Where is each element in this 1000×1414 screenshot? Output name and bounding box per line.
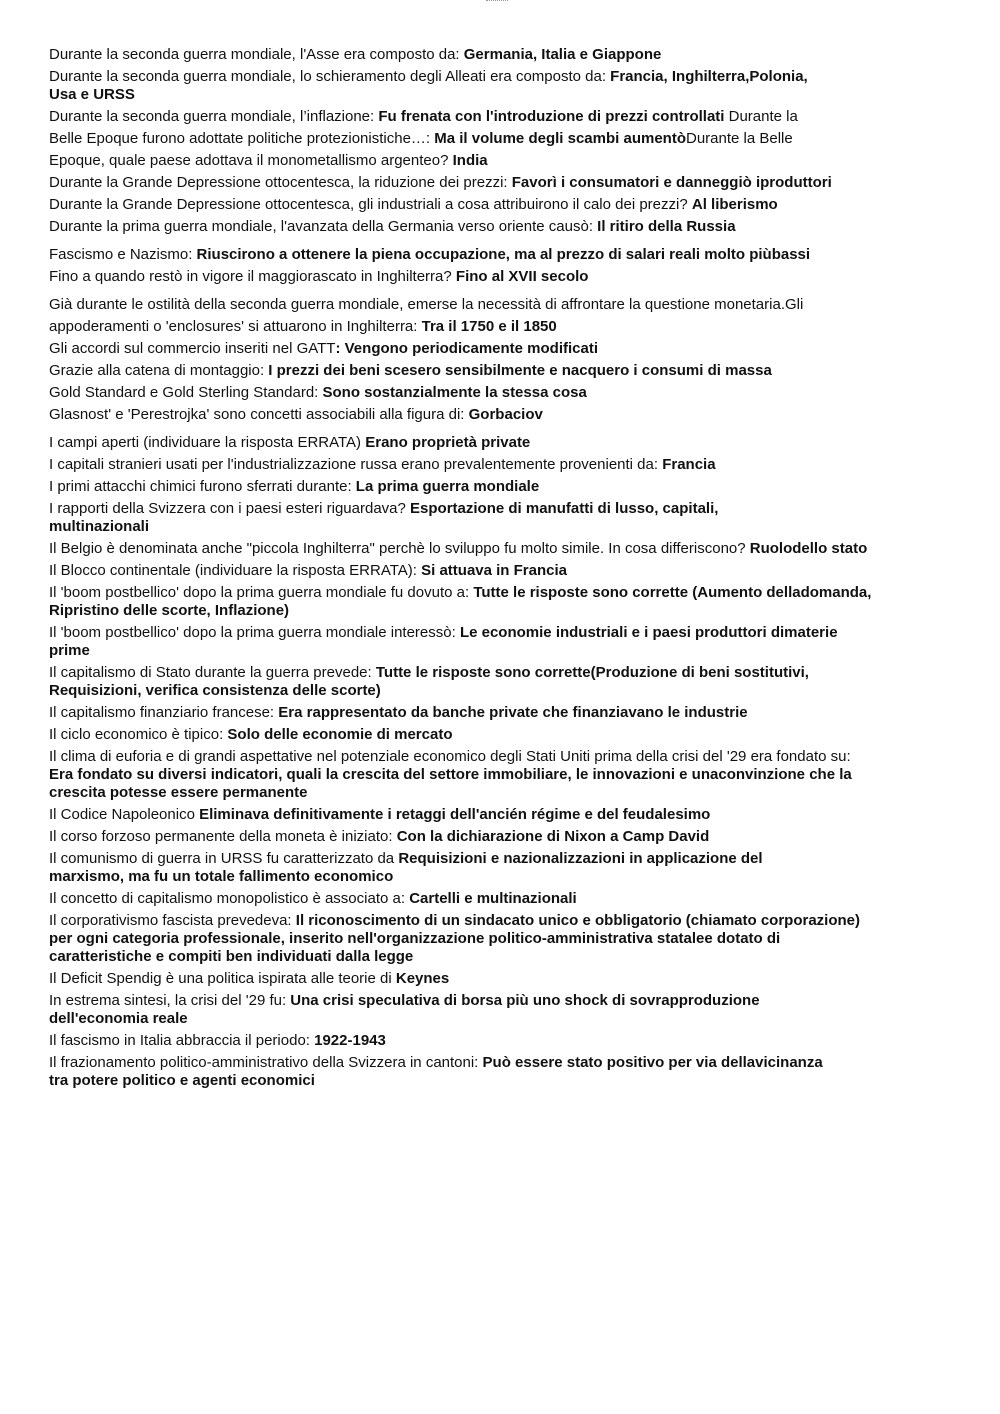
answer-text: Tutte le risposte sono corrette(Produzione di beni sostitutivi, — [375, 664, 809, 681]
question-text: Glasnost' e 'Perestrojka' sono concetti associabili alla figura di: — [49, 406, 469, 423]
text-line — [49, 726, 939, 744]
question-text: Durante la seconda guerra mondiale, l’inflazione: — [49, 108, 379, 125]
question-text: Il ciclo economico è tipico: — [49, 726, 228, 743]
page-header-mark — [486, 0, 508, 4]
answer-text: tra potere politico e agenti economici — [49, 1072, 315, 1089]
text-line — [49, 868, 939, 886]
answer-text: : Vengono periodicamente modificati — [335, 340, 599, 357]
text-line — [49, 682, 939, 700]
answer-text: Requisizioni, verifica consistenza delle scorte) — [49, 682, 381, 699]
text-line — [49, 850, 939, 868]
answer-text: Favorì i consumatori e danneggiò iproduttori — [511, 174, 832, 191]
question-text: Il concetto di capitalismo monopolistico è associato a: — [49, 890, 410, 907]
answer-text: Ruolodello stato — [749, 540, 868, 557]
text-line — [49, 174, 939, 192]
answer-text: Esportazione di manufatti di lusso, capitali, — [410, 500, 719, 517]
answer-text: Gorbaciov — [468, 406, 543, 423]
question-text: Durante la Grande Depressione ottocentesca, gli industriali a cosa attribuirono il calo dei prezzi? — [49, 196, 692, 213]
text-line — [49, 406, 939, 424]
answer-text: Germania, Italia e Giappone — [463, 46, 662, 63]
question-text: Fino a quando restò in vigore il maggiorascato in Inghilterra? — [49, 268, 456, 285]
answer-text: Le economie industriali e i paesi produttori dimaterie — [459, 624, 838, 641]
text-line — [49, 664, 939, 682]
answer-text: crescita potesse essere permanente — [49, 784, 308, 801]
text-line — [49, 478, 939, 496]
answer-text: Fino al XVII secolo — [455, 268, 589, 285]
answer-text: 1922-1943 — [314, 1032, 386, 1049]
question-text: I primi attacchi chimici furono sferrati durante: — [49, 478, 356, 495]
answer-text: marxismo, ma fu un totale fallimento economico — [49, 868, 394, 885]
question-text: appoderamenti o 'enclosures' si attuarono in Inghilterra: — [49, 318, 422, 335]
text-line — [49, 748, 939, 766]
text-line — [49, 890, 939, 908]
text-line — [49, 68, 939, 86]
answer-text: Erano proprietà private — [365, 434, 531, 451]
answer-text: per ogni categoria professionale, inserito nell'organizzazione politico-amministrativa statalee dotato di — [49, 930, 781, 947]
text-line — [49, 362, 939, 380]
text-line — [49, 218, 939, 236]
answer-text: Requisizioni e nazionalizzazioni in applicazione del — [398, 850, 763, 867]
answer-text: Era fondato su diversi indicatori, quali la crescita del settore immobiliare, le innovazioni e unaconvinzione che la — [49, 766, 852, 783]
question-text: Epoque, quale paese adottava il monometallismo argenteo? — [49, 152, 453, 169]
question-text: Il comunismo di guerra in URSS fu caratterizzato da — [49, 850, 399, 867]
answer-text: Tutte le risposte sono corrette (Aumento delladomanda, — [473, 584, 872, 601]
text-line — [49, 246, 939, 264]
question-text: I capitali stranieri usati per l'industrializzazione russa erano prevalentemente provenienti da: — [49, 456, 663, 473]
text-line — [49, 930, 939, 948]
question-text: Il Belgio è denominata anche "piccola Inghilterra" perchè lo sviluppo fu molto simile. In cosa differiscono? — [49, 540, 750, 557]
answer-text: Si attuava in Francia — [421, 562, 567, 579]
answer-text: Può essere stato positivo per via dellavicinanza — [482, 1054, 823, 1071]
text-line — [49, 970, 939, 988]
question-text: Il capitalismo finanziario francese: — [49, 704, 279, 721]
answer-text: Ripristino delle scorte, Inflazione) — [49, 602, 290, 619]
answer-text: Usa e URSS — [49, 86, 135, 103]
text-line — [49, 992, 939, 1010]
text-line — [49, 340, 939, 358]
answer-text: Tra il 1750 e il 1850 — [421, 318, 557, 335]
question-text: Durante la seconda guerra mondiale, lo schieramento degli Alleati era composto da: — [49, 68, 611, 85]
question-text: Gold Standard e Gold Sterling Standard: — [49, 384, 323, 401]
text-line — [49, 642, 939, 660]
text-line — [49, 434, 939, 452]
answer-text: dell'economia reale — [49, 1010, 188, 1027]
answer-text: Riuscirono a ottenere la piena occupazione, ma al prezzo di salari reali molto piùbassi — [196, 246, 811, 263]
text-line — [49, 456, 939, 474]
answer-text: Eliminava definitivamente i retaggi dell'ancién régime e del feudalesimo — [199, 806, 711, 823]
question-text: Durante la Grande Depressione ottocentesca, la riduzione dei prezzi: — [49, 174, 512, 191]
text-line — [49, 1054, 939, 1072]
text-line — [49, 540, 939, 558]
question-text: Il capitalismo di Stato durante la guerra prevede: — [49, 664, 376, 681]
question-text: Fascismo e Nazismo: — [49, 246, 197, 263]
text-line — [49, 518, 939, 536]
question-text: Il Codice Napoleonico — [49, 806, 200, 823]
text-line — [49, 130, 939, 148]
text-line — [49, 384, 939, 402]
answer-text: I prezzi dei beni scesero sensibilmente e nacquero i consumi di massa — [268, 362, 772, 379]
text-line — [49, 108, 939, 126]
text-line — [49, 624, 939, 642]
text-line — [49, 602, 939, 620]
text-line — [49, 806, 939, 824]
answer-text: Cartelli e multinazionali — [409, 890, 577, 907]
question-text: Durante la — [724, 108, 798, 125]
question-text: I rapporti della Svizzera con i paesi esteri riguardava? — [49, 500, 411, 517]
question-text: Il 'boom postbellico' dopo la prima guerra mondiale fu dovuto a: — [49, 584, 474, 601]
text-line — [49, 268, 939, 286]
question-text: Già durante le ostilità della seconda guerra mondiale, emerse la necessità di affrontare la questione monetaria.Gli — [49, 296, 804, 313]
text-line — [49, 46, 939, 64]
answer-text: Al liberismo — [691, 196, 778, 213]
question-text: I campi aperti (individuare la risposta ERRATA) — [49, 434, 366, 451]
text-line — [49, 296, 939, 314]
text-line — [49, 766, 939, 784]
question-text: Durante la prima guerra mondiale, l'avanzata della Germania verso oriente causò: — [49, 218, 598, 235]
answer-text: Solo delle economie di mercato — [227, 726, 453, 743]
question-text: Il frazionamento politico-amministrativo della Svizzera in cantoni: — [49, 1054, 483, 1071]
text-line — [49, 318, 939, 336]
text-line — [49, 86, 939, 104]
question-text: Il Blocco continentale (individuare la risposta ERRATA): — [49, 562, 422, 579]
answer-text: Francia, Inghilterra,Polonia, — [610, 68, 808, 85]
question-text: Il 'boom postbellico' dopo la prima guerra mondiale interessò: — [49, 624, 460, 641]
answer-text: Fu frenata con l'introduzione di prezzi controllati — [378, 108, 725, 125]
answer-text: multinazionali — [49, 518, 150, 535]
answer-text: Keynes — [395, 970, 450, 987]
question-text: Grazie alla catena di montaggio: — [49, 362, 269, 379]
question-text: Il corporativismo fascista prevedeva: — [49, 912, 296, 929]
question-text: Durante la Belle — [685, 130, 793, 147]
answer-text: La prima guerra mondiale — [355, 478, 540, 495]
text-line — [49, 1072, 939, 1090]
answer-text: Sono sostanzialmente la stessa cosa — [322, 384, 587, 401]
answer-text: prime — [49, 642, 90, 659]
text-line — [49, 584, 939, 602]
text-line — [49, 828, 939, 846]
question-text: Il Deficit Spendig è una politica ispirata alle teorie di — [49, 970, 396, 987]
text-line — [49, 1032, 939, 1050]
answer-text: India — [452, 152, 488, 169]
document-body — [49, 46, 939, 1094]
text-line — [49, 152, 939, 170]
question-text: Il corso forzoso permanente della moneta è iniziato: — [49, 828, 397, 845]
answer-text: Una crisi speculativa di borsa più uno shock di sovrapproduzione — [290, 992, 760, 1009]
answer-text: caratteristiche e compiti ben individuati dalla legge — [49, 948, 414, 965]
text-line — [49, 912, 939, 930]
text-line — [49, 948, 939, 966]
answer-text: Francia — [662, 456, 716, 473]
text-line — [49, 500, 939, 518]
answer-text: Con la dichiarazione di Nixon a Camp David — [396, 828, 710, 845]
answer-text: Il ritiro della Russia — [597, 218, 736, 235]
text-line — [49, 562, 939, 580]
text-line — [49, 704, 939, 722]
question-text: Belle Epoque furono adottate politiche protezionistiche…: — [49, 130, 435, 147]
text-line — [49, 1010, 939, 1028]
text-line — [49, 784, 939, 802]
answer-text: Il riconoscimento di un sindacato unico e obbligatorio (chiamato corporazione) — [295, 912, 861, 929]
text-line — [49, 196, 939, 214]
question-text: Gli accordi sul commercio inseriti nel GATT — [49, 340, 336, 357]
question-text: Il fascismo in Italia abbraccia il periodo: — [49, 1032, 315, 1049]
answer-text: Ma il volume degli scambi aumentò — [434, 130, 686, 147]
question-text: Durante la seconda guerra mondiale, l'Asse era composto da: — [49, 46, 464, 63]
question-text: Il clima di euforia e di grandi aspettative nel potenziale economico degli Stati Uniti prima della crisi del '29 era fondato su: — [49, 748, 851, 765]
answer-text: Era rappresentato da banche private che finanziavano le industrie — [278, 704, 748, 721]
question-text: In estrema sintesi, la crisi del '29 fu: — [49, 992, 291, 1009]
